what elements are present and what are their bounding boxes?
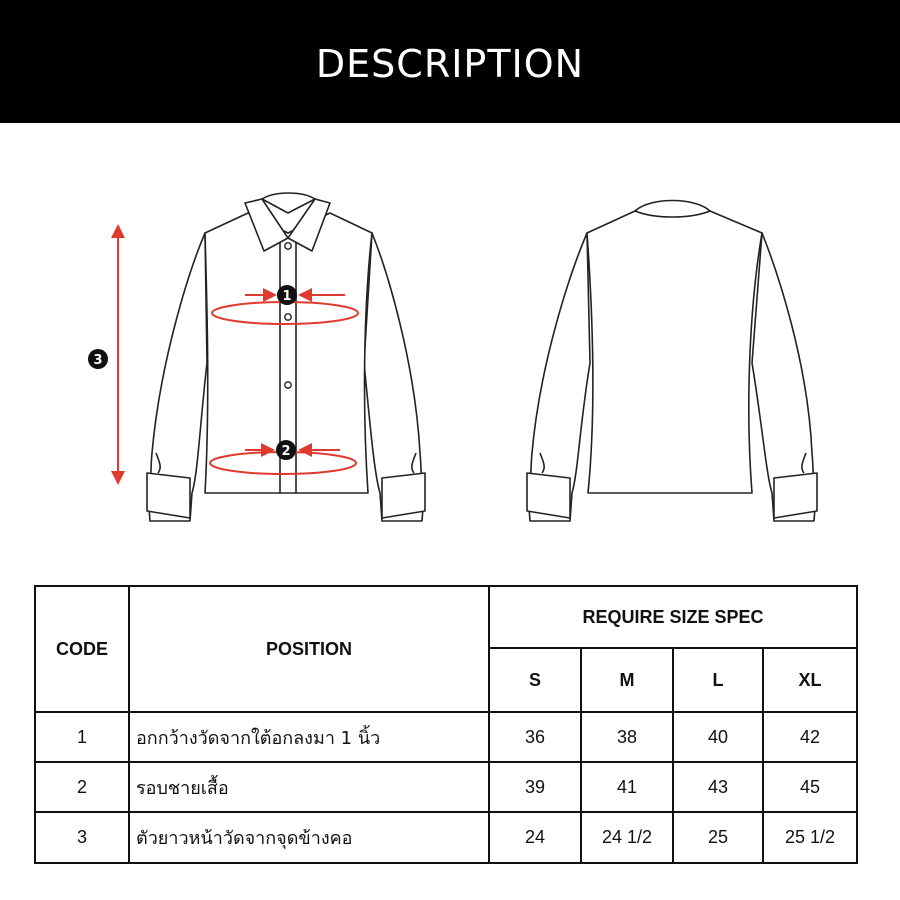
row-code: 2 [35,762,129,812]
shirt-illustration [0,123,900,573]
position-header: POSITION [129,586,489,712]
page-title: DESCRIPTION [315,41,585,86]
code-header: CODE [35,586,129,712]
size-header-l: L [673,648,763,712]
row-position: อกกว้างวัดจากใต้อกลงมา 1 นิ้ว [129,712,489,762]
row-position: รอบชายเสื้อ [129,762,489,812]
row-code: 3 [35,812,129,863]
row-value-xl: 45 [763,762,857,812]
row-value-l: 40 [673,712,763,762]
size-header-m: M [581,648,673,712]
row-value-m: 38 [581,712,673,762]
spec-header: REQUIRE SIZE SPEC [489,586,857,648]
row-value-s: 24 [489,812,581,863]
marker-1-label: 1 [282,289,292,304]
table-row [35,812,857,863]
row-value-m: 24 1/2 [581,812,673,863]
shirt-back-drawing [527,201,817,522]
marker-3-label: 3 [93,353,103,368]
row-value-xl: 25 1/2 [763,812,857,863]
row-position: ตัวยาวหน้าวัดจากจุดข้างคอ [129,812,489,863]
size-header-s: S [489,648,581,712]
row-value-xl: 42 [763,712,857,762]
table-row [35,712,857,762]
marker-2-label: 2 [281,444,291,459]
table-header-row [35,586,857,648]
row-value-s: 36 [489,712,581,762]
row-value-m: 41 [581,762,673,812]
size-header-xl: XL [763,648,857,712]
row-value-s: 39 [489,762,581,812]
row-value-l: 43 [673,762,763,812]
row-value-l: 25 [673,812,763,863]
size-spec-table [34,585,858,864]
length-measurement-mark [88,231,118,478]
shirt-front-drawing [147,193,425,521]
header-bar [0,0,900,123]
row-code: 1 [35,712,129,762]
table-row [35,762,857,812]
